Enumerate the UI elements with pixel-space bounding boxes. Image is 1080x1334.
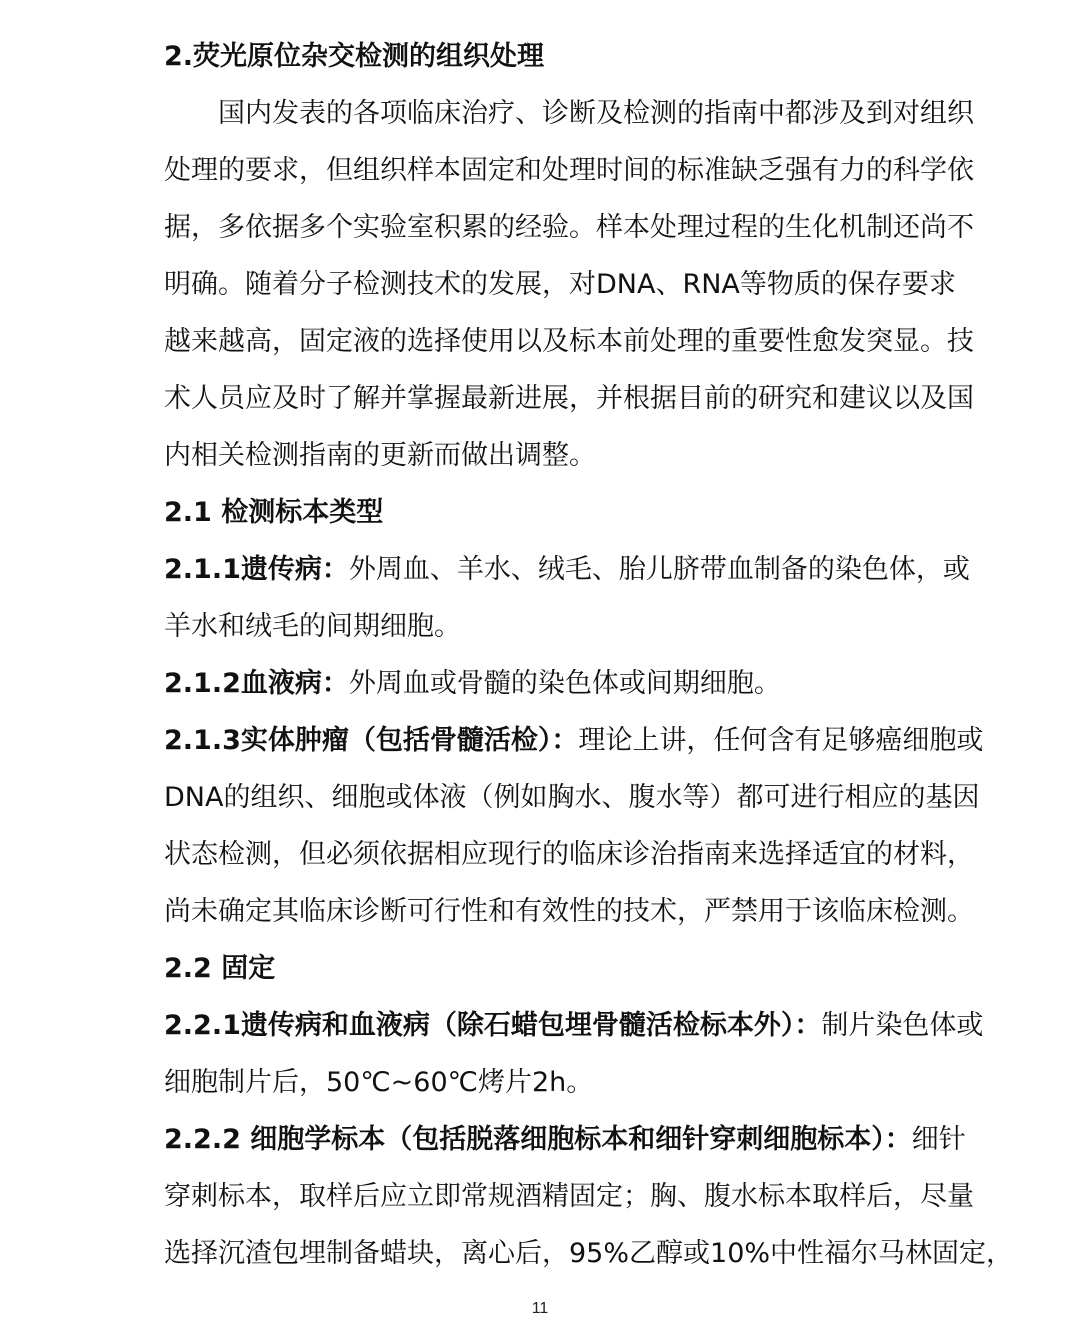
item-text: 理论上讲，任何含有足够癌细胞或 [578, 725, 984, 756]
item-2-1-2 [164, 655, 924, 712]
paragraph-line: 处理的要求，但组织样本固定和处理时间的标准缺乏强有力的科学依 [164, 155, 974, 186]
paragraph-line: 据，多依据多个实验室积累的经验。样本处理过程的生化机制还尚不 [164, 212, 974, 243]
item-line: 穿刺标本，取样后应立即常规酒精固定；胸、腹水标本取样后，尽量 [164, 1181, 974, 1212]
item-label: 2.1.2血液病： [164, 668, 349, 699]
document-body [164, 28, 1014, 1282]
item-line: 尚未确定其临床诊断可行性和有效性的技术，严禁用于该临床检测。 [164, 896, 974, 927]
item-line [164, 1111, 966, 1168]
item-line [164, 712, 984, 769]
item-line: 状态检测，但必须依据相应现行的临床诊治指南来选择适宜的材料， [164, 839, 974, 870]
item-line [164, 997, 984, 1054]
intro-paragraph [164, 85, 974, 484]
item-line [164, 541, 970, 598]
item-text: 制片染色体或 [821, 1010, 984, 1041]
item-2-1-1 [164, 541, 970, 655]
paragraph-line: 明确。随着分子检测技术的发展，对DNA、RNA等物质的保存要求 [164, 269, 956, 300]
subsection-heading: 2.1 检测标本类型 [164, 497, 384, 528]
item-text: 外周血、羊水、绒毛、胎儿脐带血制备的染色体，或 [348, 554, 970, 585]
item-text: 细针 [911, 1124, 966, 1155]
paragraph-line: 国内发表的各项临床治疗、诊断及检测的指南中都涉及到对组织 [218, 98, 974, 129]
item-label: 2.1.3实体肿瘤（包括骨髓活检）： [164, 725, 579, 756]
paragraph-line: 术人员应及时了解并掌握最新进展，并根据目前的研究和建议以及国 [164, 383, 974, 414]
item-2-1-3 [164, 712, 984, 940]
item-label: 2.1.1遗传病： [164, 554, 349, 585]
item-label: 2.2.1遗传病和血液病（除石蜡包埋骨髓活检标本外）： [164, 1010, 822, 1041]
page-number: 11 [531, 1300, 549, 1317]
item-line: 选择沉渣包埋制备蜡块，离心后，95%乙醇或10%中性福尔马林固定， [164, 1238, 1014, 1269]
item-2-2-1 [164, 997, 984, 1111]
item-line: DNA的组织、细胞或体液（例如胸水、腹水等）都可进行相应的基因 [164, 782, 980, 813]
subsection-heading: 2.2 固定 [164, 953, 276, 984]
item-line [164, 655, 924, 712]
item-line: 细胞制片后，50℃~60℃烤片2h。 [164, 1067, 594, 1098]
paragraph-line: 内相关检测指南的更新而做出调整。 [164, 440, 596, 471]
item-text: 外周血或骨髓的染色体或间期细胞。 [348, 668, 781, 699]
section-heading: 2.荧光原位杂交检测的组织处理 [164, 41, 545, 72]
paragraph-line: 越来越高，固定液的选择使用以及标本前处理的重要性愈发突显。技 [164, 326, 974, 357]
item-label: 2.2.2 细胞学标本（包括脱落细胞标本和细针穿刺细胞标本）： [164, 1124, 912, 1155]
item-2-2-2 [164, 1111, 1014, 1282]
item-line: 羊水和绒毛的间期细胞。 [164, 611, 461, 642]
